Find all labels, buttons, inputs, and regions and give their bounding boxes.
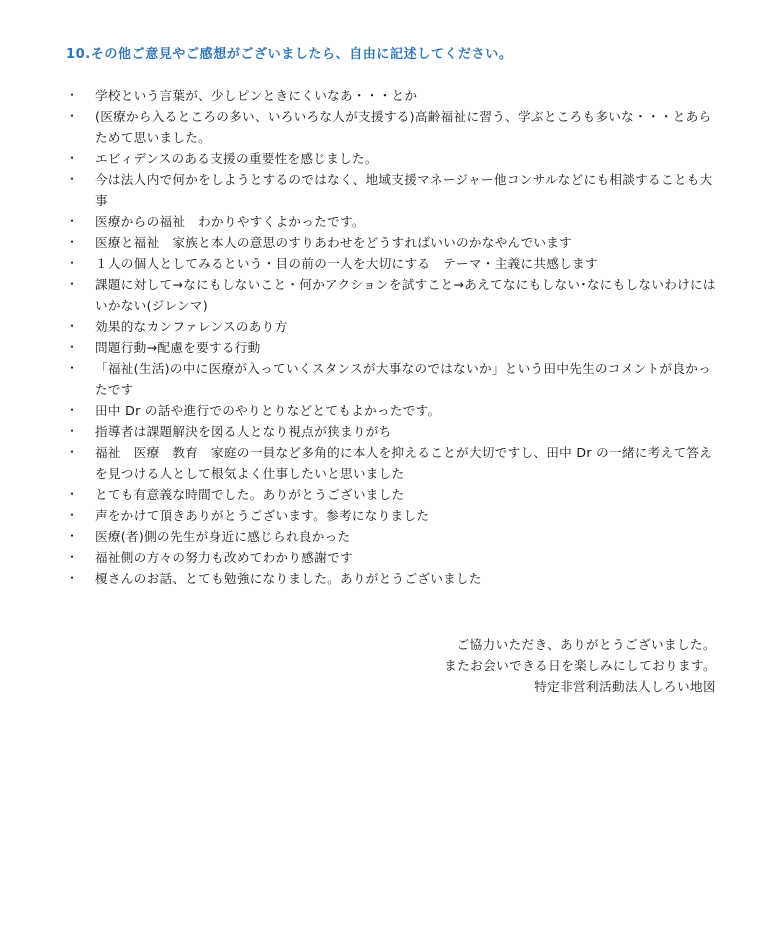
list-item [60,547,722,568]
bullet-icon: ・ [66,424,79,438]
list-item [60,484,722,505]
bullet-icon: ・ [66,151,79,165]
comment-list [60,85,722,589]
comment-text: 福祉 医療 教育 家庭の一員など多角的に本人を抑えることが大切ですし、田中 Dr の一緒に考えて答えを見つける人として根気よく仕事したいと思いました [95,445,713,481]
comment-text: 効果的なカンファレンスのあり方 [95,319,288,334]
bullet-icon: ・ [66,319,79,333]
list-item [60,211,722,232]
bullet-icon: ・ [66,235,79,249]
comment-text: 福祉側の方々の努力も改めてわかり感謝です [95,550,353,565]
closing-hope: またお会いできる日を楽しみにしております。 [444,658,716,673]
comment-text: 「福祉(生活)の中に医療が入っていくスタンスが大事なのではないか」という田中先生のコメントが良かったです [95,361,712,397]
list-item [60,337,722,358]
bullet-icon: ・ [66,88,79,102]
bullet-icon: ・ [66,571,79,585]
comment-text: 指導者は課題解決を図る人となり視点が狭まりがち [95,424,392,439]
bullet-icon: ・ [66,529,79,543]
bullet-icon: ・ [66,550,79,564]
bullet-icon: ・ [66,340,79,354]
comment-text: 榎さんのお話、とても勉強になりました。ありがとうございました [95,571,482,586]
comment-text: 問題行動→配慮を要する行動 [95,340,261,355]
list-item [60,274,722,316]
comment-text: 今は法人内で何かをしようとするのではなく、地域支援マネージャー他コンサルなどにも相談することも大事 [95,172,713,208]
bullet-icon: ・ [66,508,79,522]
bullet-icon: ・ [66,487,79,501]
comment-text: 課題に対して→なにもしないこと・何かアクションを試すこと→あえてなにもしない･なにもしないわけにはいかない(ジレンマ) [95,277,716,313]
comment-text: 声をかけて頂きありがとうございます。参考になりました [95,508,430,523]
comment-text: とても有意義な時間でした。ありがとうございました [95,487,405,502]
list-item [60,358,722,400]
bullet-icon: ・ [66,445,79,459]
list-item [60,568,722,589]
bullet-icon: ・ [66,172,79,186]
comment-text: 田中 Dr の話や進行でのやりとりなどとてもよかったです。 [95,403,441,418]
comment-text: １人の個人としてみるという・目の前の一人を大切にする テーマ・主義に共感します [95,256,598,271]
organization-name: 特定非営利活動法人しろい地図 [534,679,716,694]
list-item [60,316,722,337]
list-item [60,148,722,169]
bullet-icon: ・ [66,214,79,228]
list-item [60,232,722,253]
list-item [60,421,722,442]
list-item [60,400,722,421]
closing-thanks: ご協力いただき、ありがとうございました。 [456,637,716,652]
list-item [60,169,722,211]
comment-text: 医療(者)側の先生が身近に感じられ良かった [95,529,351,544]
list-item [60,106,722,148]
list-item [60,85,722,106]
comment-text: 学校という言葉が、少しピンときにくいなあ・・・とか [95,88,418,103]
list-item [60,526,722,547]
question-heading: 10.その他ご意見やご感想がございましたら、自由に記述してください。 [66,47,513,62]
bullet-icon: ・ [66,277,79,291]
bullet-icon: ・ [66,256,79,270]
comment-text: エビィデンスのある支援の重要性を感じました。 [95,151,378,166]
closing-message [444,634,716,697]
list-item [60,253,722,274]
bullet-icon: ・ [66,361,79,375]
bullet-icon: ・ [66,109,79,123]
list-item [60,442,722,484]
comment-text: 医療からの福祉 わかりやすくよかったです。 [95,214,365,229]
bullet-icon: ・ [66,403,79,417]
comment-text: 医療と福祉 家族と本人の意思のすりあわせをどうすればいいのかなやんでいます [95,235,573,250]
comment-text: (医療から入るところの多い、いろいろな人が支援する)高齢福祉に習う、学ぶところも多いな・・・とあらためて思いました。 [95,109,712,145]
list-item [60,505,722,526]
